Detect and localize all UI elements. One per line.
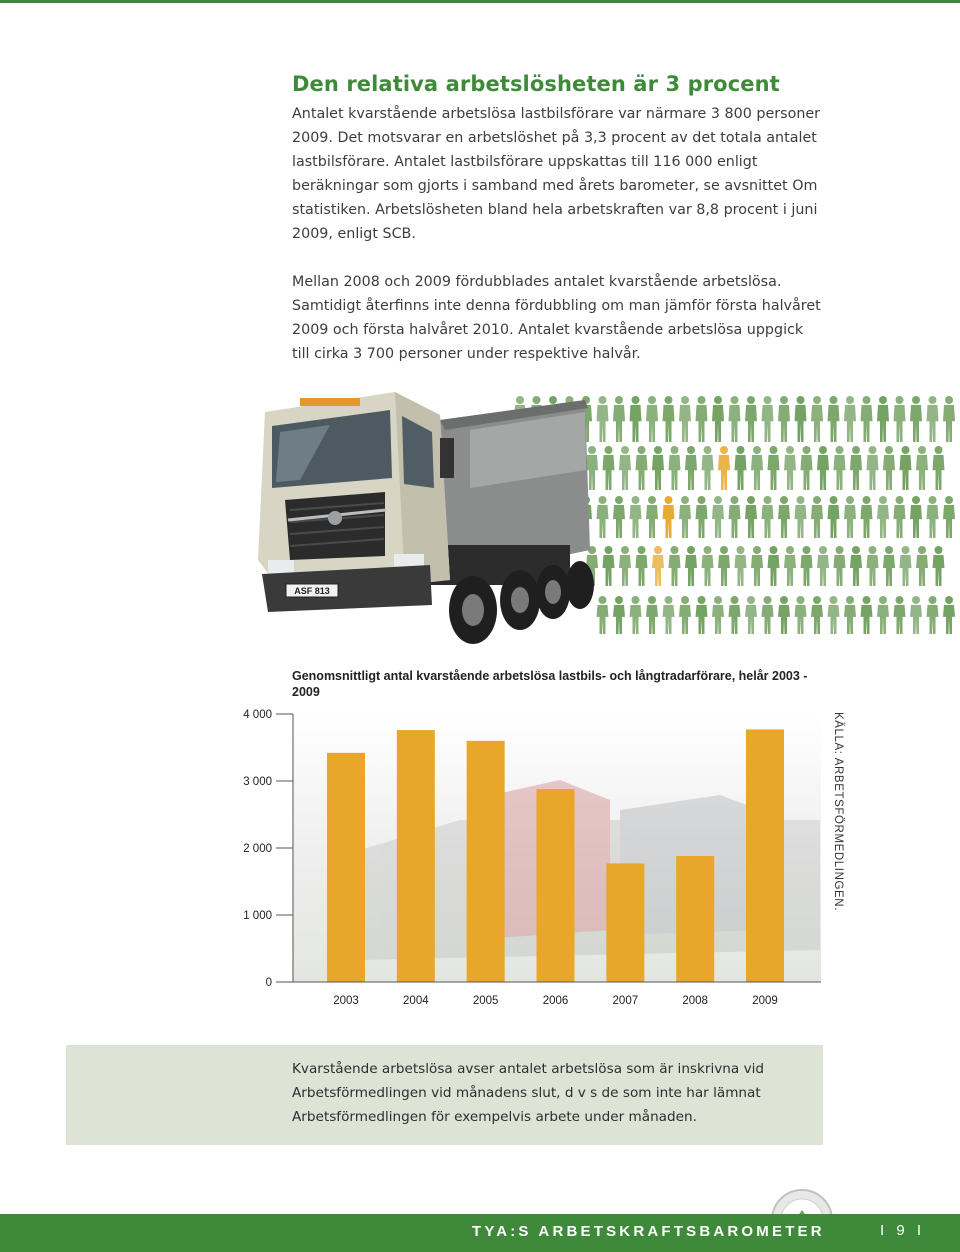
y-axis	[243, 709, 293, 989]
y-tick-label: 2 000	[243, 843, 272, 855]
bar-2007	[606, 863, 644, 982]
x-tick-label: 2004	[403, 995, 429, 1007]
person-silhouette	[702, 446, 714, 490]
person-silhouette	[828, 396, 840, 442]
person-silhouette	[894, 596, 906, 634]
person-silhouette	[679, 496, 691, 538]
y-tick-label: 3 000	[243, 776, 272, 788]
person-silhouette	[669, 546, 681, 586]
person-silhouette	[861, 396, 873, 442]
person-silhouette	[943, 396, 955, 442]
person-silhouette	[745, 396, 757, 442]
person-silhouette	[597, 596, 609, 634]
x-tick-label: 2003	[333, 995, 359, 1007]
person-silhouette	[900, 446, 912, 490]
person-silhouette	[943, 496, 955, 538]
bar-2003	[327, 753, 365, 982]
person-silhouette	[745, 496, 757, 538]
license-plate: ASF 813	[294, 586, 330, 596]
person-silhouette	[586, 446, 598, 490]
person-silhouette	[850, 446, 862, 490]
x-tick-label: 2007	[612, 995, 639, 1007]
person-silhouette	[630, 596, 642, 634]
person-silhouette	[943, 596, 955, 634]
person-silhouette	[712, 396, 724, 442]
bar-2005	[467, 741, 505, 982]
person-silhouette	[663, 496, 675, 538]
person-silhouette	[613, 596, 625, 634]
person-silhouette	[679, 596, 691, 634]
bar-2004	[397, 730, 435, 982]
x-tick-label: 2009	[752, 995, 778, 1007]
person-silhouette	[778, 396, 790, 442]
person-silhouette	[729, 496, 741, 538]
person-silhouette	[735, 446, 747, 490]
person-silhouette	[696, 396, 708, 442]
footer-publication-title: TYA:S ARBETSKRAFTSBAROMETER	[472, 1223, 825, 1240]
person-silhouette	[801, 546, 813, 586]
person-silhouette	[718, 446, 730, 490]
person-silhouette	[636, 446, 648, 490]
person-silhouette	[910, 396, 922, 442]
person-silhouette	[663, 396, 675, 442]
person-silhouette	[834, 546, 846, 586]
bar-2006	[537, 789, 575, 982]
person-silhouette	[801, 446, 813, 490]
bar-2008	[676, 856, 714, 982]
person-silhouette	[652, 446, 664, 490]
person-silhouette	[861, 596, 873, 634]
person-silhouette	[630, 396, 642, 442]
person-silhouette	[652, 546, 664, 586]
person-silhouette	[933, 546, 945, 586]
person-silhouette	[916, 446, 928, 490]
person-silhouette	[877, 596, 889, 634]
person-silhouette	[828, 496, 840, 538]
person-silhouette	[669, 446, 681, 490]
person-silhouette	[817, 546, 829, 586]
person-silhouette	[877, 396, 889, 442]
person-silhouette	[817, 446, 829, 490]
person-silhouette	[811, 496, 823, 538]
person-silhouette	[768, 546, 780, 586]
person-silhouette	[646, 596, 658, 634]
person-silhouette	[784, 546, 796, 586]
person-silhouette	[646, 496, 658, 538]
person-silhouette	[729, 596, 741, 634]
person-silhouette	[883, 446, 895, 490]
person-silhouette	[916, 546, 928, 586]
person-silhouette	[702, 546, 714, 586]
bar-chart	[0, 700, 960, 1020]
person-silhouette	[762, 396, 774, 442]
person-silhouette	[745, 596, 757, 634]
person-silhouette	[877, 496, 889, 538]
person-silhouette	[597, 396, 609, 442]
x-tick-label: 2006	[542, 995, 569, 1007]
y-tick-label: 4 000	[243, 709, 272, 721]
chart-title: Genomsnittligt antal kvarstående arbetslösa lastbils- och långtradarförare, helår 2003 - 2009	[292, 669, 808, 699]
person-silhouette	[850, 546, 862, 586]
x-axis	[293, 982, 821, 1007]
y-tick-label: 0	[265, 977, 272, 989]
person-silhouette	[834, 446, 846, 490]
truck-and-workforce-illustration	[0, 360, 960, 660]
intro-paragraph: Antalet kvarstående arbetslösa lastbilsförare var närmare 3 800 personer 2009. Det motsvarar en arbetslöshet på 3,3 procent av det totala antalet lastbilsförare. Antalet lastbilsförare uppskattas till 116 000 enligt beräkningar som gjorts i samband med årets barometer, se avsnittet Om statistiken. Arbetslösheten bland hela arbetskraften var 8,8 procent i juni 2009, enligt SCB.	[292, 106, 821, 242]
bar-2009	[746, 729, 784, 982]
person-silhouette	[663, 596, 675, 634]
person-silhouette	[685, 546, 697, 586]
person-silhouette	[646, 396, 658, 442]
x-tick-label: 2008	[682, 995, 708, 1007]
person-silhouette	[751, 446, 763, 490]
person-silhouette	[894, 396, 906, 442]
person-silhouette	[795, 596, 807, 634]
page-heading: Den relativa arbetslösheten är 3 procent	[292, 72, 780, 96]
person-silhouette	[844, 396, 856, 442]
top-rule	[0, 0, 960, 3]
chart-source: KÄLLA: ARBETSFÖRMEDLINGEN.	[832, 712, 844, 912]
person-silhouette	[636, 546, 648, 586]
person-silhouette	[861, 496, 873, 538]
person-silhouette	[762, 596, 774, 634]
person-silhouette	[927, 396, 939, 442]
person-silhouette	[927, 596, 939, 634]
person-silhouette	[619, 446, 631, 490]
person-silhouette	[630, 496, 642, 538]
person-silhouette	[751, 546, 763, 586]
second-paragraph: Mellan 2008 och 2009 fördubblades antalet kvarstående arbetslösa. Samtidigt återfinns inte denna fördubbling om man jämför första halvåret 2009 och första halvåret 2010. Antalet kvarstående arbetslösa uppgick till cirka 3 700 personer under respektive halvår.	[292, 274, 821, 362]
person-silhouette	[735, 546, 747, 586]
person-silhouette	[844, 596, 856, 634]
person-silhouette	[933, 446, 945, 490]
person-silhouette	[619, 546, 631, 586]
person-silhouette	[718, 546, 730, 586]
person-silhouette	[613, 396, 625, 442]
person-silhouette	[685, 446, 697, 490]
person-silhouette	[811, 396, 823, 442]
person-silhouette	[729, 396, 741, 442]
person-silhouette	[613, 496, 625, 538]
truck-image	[258, 392, 594, 644]
definition-note-box	[66, 1045, 823, 1145]
person-silhouette	[696, 496, 708, 538]
person-silhouette	[603, 546, 615, 586]
person-silhouette	[910, 496, 922, 538]
person-silhouette	[762, 496, 774, 538]
person-silhouette	[603, 446, 615, 490]
person-silhouette	[768, 446, 780, 490]
person-silhouette	[597, 496, 609, 538]
definition-note-text: Kvarstående arbetslösa avser antalet arbetslösa som är inskrivna vid Arbetsförmedlingen vid månadens slut, d v s de som inte har lämnat Arbetsförmedlingen för exempelvis arbete under månaden.	[292, 1061, 765, 1125]
person-silhouette	[910, 596, 922, 634]
person-silhouette	[867, 546, 879, 586]
person-silhouette	[900, 546, 912, 586]
person-silhouette	[696, 596, 708, 634]
person-silhouette	[844, 496, 856, 538]
person-silhouette	[679, 396, 691, 442]
person-silhouette	[712, 496, 724, 538]
person-silhouette	[795, 496, 807, 538]
person-silhouette	[867, 446, 879, 490]
page-number: I 9 I	[880, 1222, 926, 1239]
person-silhouette	[828, 596, 840, 634]
person-silhouette	[712, 596, 724, 634]
x-tick-label: 2005	[472, 995, 499, 1007]
person-silhouette	[811, 596, 823, 634]
person-silhouette	[883, 546, 895, 586]
page-footer	[0, 1214, 960, 1252]
person-silhouette	[784, 446, 796, 490]
person-silhouette	[778, 596, 790, 634]
person-silhouette	[894, 496, 906, 538]
person-silhouette	[927, 496, 939, 538]
y-tick-label: 1 000	[243, 910, 272, 922]
person-silhouette	[795, 396, 807, 442]
person-silhouette	[778, 496, 790, 538]
